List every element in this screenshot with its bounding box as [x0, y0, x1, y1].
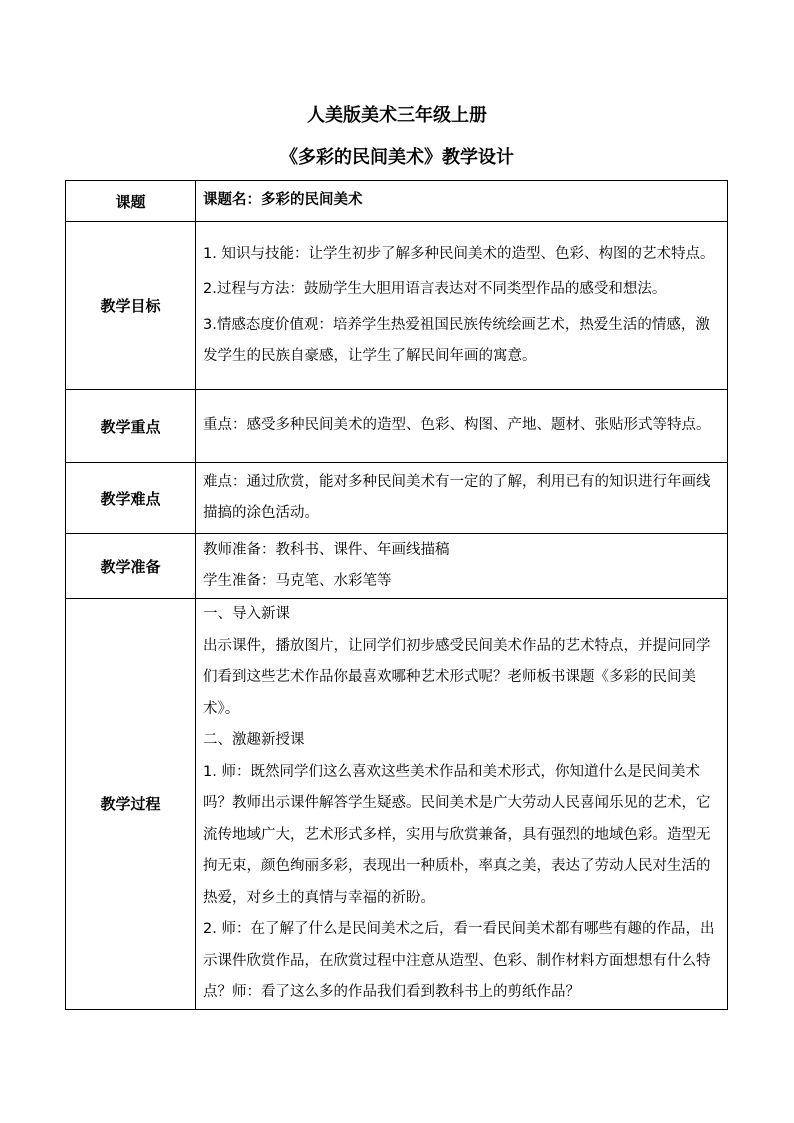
content-line: 1. 师：既然同学们这么喜欢这些美术作品和美术形式，你知道什么是民间美术吗？教师出示课件解答学生疑惑。民间美术是广大劳动人民喜闻乐见的艺术，它流传地域广大，艺术形式多样，实用与欣赏兼备，具有强烈的地域色彩。造型无拘无束，颜色绚丽多彩，表现出一种质朴，率真之美，表达了劳动人民对生活的热爱，对乡土的真情与幸福的祈盼。 [203, 763, 711, 906]
content-line: 1. 知识与技能：让学生初步了解多种民间美术的造型、色彩、构图的艺术特点。 [203, 245, 715, 262]
row-content-key-points [196, 390, 728, 463]
row-content-objectives [196, 222, 728, 390]
content-line: 重点：感受多种民间美术的造型、色彩、构图、产地、题材、张贴形式等特点。 [203, 417, 711, 434]
table-row [66, 463, 728, 534]
content-line: 2. 师：在了解了什么是民间美术之后，看一看民间美术都有哪些有趣的作品，出示课件欣赏作品，在欣赏过程中注意从造型、色彩、制作材料方面想想有什么特点？师：看了这么多的作品我们看到教科书上的剪纸作品？ [203, 921, 715, 1000]
content-line: 一、导入新课 [203, 606, 290, 622]
row-label-preparation: 教学准备 [66, 534, 196, 599]
row-content-preparation [196, 534, 728, 599]
content-line: 难点：通过欣赏，能对多种民间美术有一定的了解，利用已有的知识进行年画线描搞的涂色活动。 [203, 473, 711, 521]
row-label-difficulties: 教学难点 [66, 463, 196, 534]
table-row [66, 390, 728, 463]
table-row [66, 534, 728, 599]
row-label-key-points: 教学重点 [66, 390, 196, 463]
content-line: 2.过程与方法：鼓励学生大胆用语言表达对不同类型作品的感受和想法。 [203, 281, 667, 297]
lesson-plan-table [65, 180, 728, 1010]
content-line: 二、激趣新授课 [203, 732, 305, 748]
content-line: 出示课件，播放图片，让同学们初步感受民间美术作品的艺术特点，并提问同学们看到这些艺术作品你最喜欢哪种艺术形式呢？老师板书课题《多彩的民间美术》。 [203, 637, 711, 717]
row-label-objectives: 教学目标 [66, 222, 196, 390]
table-row [66, 181, 728, 222]
content-line: 3.情感态度价值观：培养学生热爱祖国民族传统绘画艺术，热爱生活的情感，激发学生的民族自豪感，让学生了解民间年画的寓意。 [203, 316, 710, 364]
table-row [66, 222, 728, 390]
content-line: 学生准备：马克笔、水彩笔等 [203, 573, 392, 589]
table-row [66, 599, 728, 1010]
row-content-process [196, 599, 728, 1010]
document-title: 人美版美术三年级上册 [307, 105, 487, 126]
row-content-topic [196, 181, 728, 222]
row-label-process: 教学过程 [66, 599, 196, 1010]
row-content-difficulties [196, 463, 728, 534]
row-label-topic: 课题 [66, 181, 196, 222]
content-line: 教师准备：教科书、课件、年画线描稿 [203, 541, 450, 558]
content-line: 课题名：多彩的民间美术 [203, 192, 363, 209]
document-subtitle: 《多彩的民间美术》教学设计 [280, 147, 514, 168]
